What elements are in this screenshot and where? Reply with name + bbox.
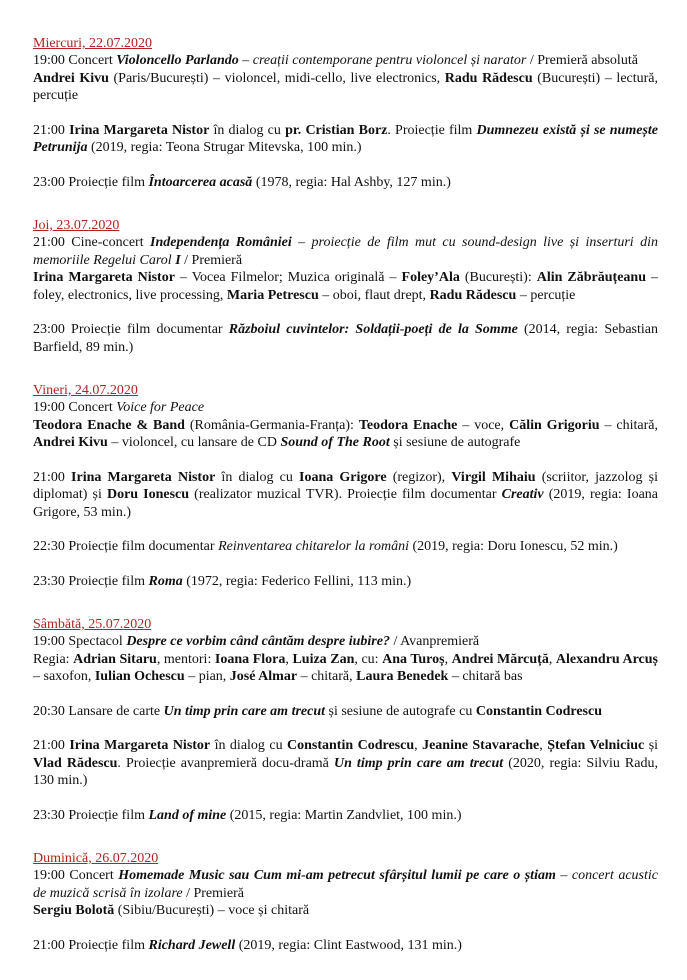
program-entry	[33, 399, 658, 452]
bold-text: Alin Zăbrăuțeanu	[536, 270, 646, 285]
plain-text: 23:00 Proiecție film	[33, 174, 149, 190]
plain-text: în dialog cu	[209, 122, 286, 138]
bold-text: Irina Margareta Nistor	[69, 122, 210, 138]
plain-text: (Sibiu/București) – voce și chitară	[114, 903, 310, 918]
title-text: I	[175, 252, 181, 268]
bold-text: Ana Turoș	[382, 651, 445, 667]
program-entry	[33, 737, 658, 790]
plain-text: , mentori:	[156, 651, 215, 667]
plain-text: 21:00	[33, 738, 70, 753]
italic-text: Reinventarea chitarelor la români	[218, 539, 409, 554]
bold-text: Virgil Mihaiu	[451, 469, 536, 485]
plain-text: – chitară,	[599, 417, 658, 433]
plain-text: și sesiune de autografe cu	[325, 703, 476, 719]
title-text: Creativ	[501, 487, 544, 502]
plain-text: (2020, regia: Silviu Radu, 130 min.)	[33, 755, 658, 788]
plain-text: ,	[548, 651, 556, 667]
program-entry	[33, 867, 658, 920]
plain-text: (România-Germania-Franța):	[184, 417, 359, 433]
bold-text: Ioana Flora	[214, 651, 286, 667]
plain-text: 19:00 Spectacol	[33, 634, 127, 649]
plain-text: – Vocea Filmelor; Muzica originală –	[174, 270, 402, 285]
title-text: Războiul cuvintelor: Soldații-poeți de la Somme	[228, 322, 518, 337]
plain-text: ,	[539, 738, 548, 753]
plain-text: – chitară,	[297, 669, 357, 684]
day-header-date: Joi, 23.07.2020	[33, 218, 120, 233]
plain-text: – oboi, flaut drept,	[318, 287, 430, 303]
plain-text: – violoncel, cu lansare de CD	[107, 435, 281, 450]
program-entry	[33, 538, 658, 556]
day-section	[33, 217, 658, 356]
program-entry	[33, 234, 658, 304]
bold-text: Andrei Mărcuță	[451, 651, 549, 667]
plain-text: / Premieră	[180, 252, 243, 268]
plain-text: ,	[285, 651, 293, 667]
plain-text: (realizator muzical TVR). Proiecție film documentar	[189, 487, 502, 502]
plain-text: 21:00	[33, 469, 72, 485]
day-header-date: Vineri, 24.07.2020	[33, 383, 138, 398]
bold-text: Radu Rădescu	[429, 287, 517, 303]
day-header-date: Miercuri, 22.07.2020	[33, 36, 152, 51]
title-text: Dumnezeu există și se numește Petrunija	[33, 122, 659, 155]
plain-text: – chitară bas	[448, 669, 523, 684]
day-section	[33, 35, 658, 191]
plain-text: 23:30 Proiecție film	[33, 807, 149, 823]
bold-text: Ștefan Velniciuc	[547, 738, 645, 753]
plain-text: (regizor),	[386, 469, 452, 485]
plain-text: 21:00 Proiecție film	[33, 937, 149, 953]
bold-text: Sergiu Bolotă	[33, 903, 115, 918]
program-entry	[33, 573, 658, 591]
plain-text: . Proiecție film	[387, 122, 477, 138]
plain-text: (scriitor, jazzolog și diplomat) și	[33, 469, 659, 502]
program-entry	[33, 321, 658, 356]
day-section	[33, 850, 658, 954]
title-text: Independența României	[150, 235, 292, 250]
plain-text: 21:00	[33, 122, 70, 138]
bold-text: Alexandru Arcuș	[555, 651, 659, 667]
plain-text: 23:30 Proiecție film	[33, 573, 149, 589]
plain-text: și	[644, 738, 659, 753]
program-entry	[33, 469, 658, 522]
title-text: Un timp prin care am trecut	[163, 703, 326, 719]
italic-text: Voice for Peace	[116, 400, 205, 415]
plain-text: – foley, electronics, live processing,	[33, 270, 659, 303]
italic-text: – concert acustic de muzică scrisă în izolare	[33, 868, 658, 901]
title-text: Land of mine	[148, 807, 227, 823]
bold-text: Iulian Ochescu	[94, 669, 185, 684]
program-entry	[33, 633, 658, 686]
bold-text: Andrei Kivu	[33, 435, 108, 450]
program-entry	[33, 937, 658, 955]
bold-text: Adrian Sitaru	[73, 651, 157, 667]
plain-text: (2014, regia: Sebastian Barfield, 89 min.)	[33, 322, 659, 355]
bold-text: Luiza Zan	[292, 651, 355, 667]
plain-text: Regia:	[33, 651, 74, 667]
bold-text: Radu Rădescu	[444, 70, 533, 86]
plain-text: (2019, regia: Clint Eastwood, 131 min.)	[235, 937, 462, 953]
bold-text: Irina Margareta Nistor	[33, 270, 175, 285]
bold-text: Teodora Enache & Band	[33, 417, 185, 433]
title-text: Violoncello Parlando	[116, 53, 239, 68]
bold-text: Irina Margareta Nistor	[71, 469, 216, 485]
plain-text: ,	[444, 651, 452, 667]
bold-text: José Almar	[229, 669, 298, 684]
program-entry	[33, 122, 658, 157]
title-text: Homemade Music sau Cum mi-am petrecut sfârșitul lumii pe care o știam	[118, 868, 556, 883]
plain-text: 23:00 Proiecție film documentar	[33, 322, 229, 337]
plain-text: 22:30 Proiecție film documentar	[33, 539, 219, 554]
title-text: Richard Jewell	[148, 937, 236, 953]
plain-text: – voce,	[457, 417, 510, 433]
plain-text: (2015, regia: Martin Zandvliet, 100 min.)	[226, 807, 462, 823]
day-header-date: Sâmbătă, 25.07.2020	[33, 617, 152, 632]
bold-text: pr. Cristian Borz	[285, 122, 388, 138]
title-text: Roma	[148, 573, 183, 589]
day-section	[33, 382, 658, 590]
plain-text: / Premieră	[182, 885, 245, 901]
program-entry	[33, 703, 658, 721]
bold-text: Doru Ionescu	[106, 487, 190, 502]
plain-text: 19:00 Concert	[33, 868, 119, 883]
bold-text: Andrei Kivu	[33, 70, 109, 86]
day-section	[33, 616, 658, 824]
bold-text: Ioana Grigore	[299, 469, 387, 485]
plain-text: / Premieră absolută	[526, 53, 638, 68]
plain-text: (București):	[459, 270, 537, 285]
bold-text: Constantin Codrescu	[287, 738, 415, 753]
italic-text: – proiecție de film mut cu sound-design live și inserturi din memoriile Regelui Carol	[33, 235, 658, 268]
program-entry	[33, 174, 658, 192]
day-header-date: Duminică, 26.07.2020	[33, 851, 159, 866]
plain-text: ,	[414, 738, 423, 753]
bold-text: Constantin Codrescu	[475, 703, 603, 719]
plain-text: – pian,	[184, 669, 230, 684]
title-text: Întoarcerea acasă	[148, 174, 253, 190]
plain-text: (2019, regia: Teona Strugar Mitevska, 100 min.)	[87, 140, 362, 155]
plain-text: (Paris/București) – violoncel, midi-cello, live electronics,	[108, 70, 445, 86]
plain-text: . Proiecție avanpremieră docu-dramă	[117, 755, 334, 771]
plain-text: 19:00 Concert	[33, 400, 117, 415]
plain-text: / Avanpremieră	[389, 634, 480, 649]
bold-text: Irina Margareta Nistor	[69, 738, 211, 753]
plain-text: , cu:	[354, 651, 383, 667]
plain-text: (1978, regia: Hal Ashby, 127 min.)	[252, 174, 451, 190]
program-entry	[33, 52, 658, 105]
plain-text: în dialog cu	[210, 738, 288, 753]
plain-text: – percuție	[516, 287, 576, 303]
program-entry	[33, 807, 658, 825]
bold-text: Foley’Ala	[401, 270, 460, 285]
plain-text: (1972, regia: Federico Fellini, 113 min.)	[182, 573, 412, 589]
plain-text: (București) – lectură, percuție	[33, 70, 659, 103]
plain-text: 20:30 Lansare de carte	[33, 703, 164, 719]
title-text: Un timp prin care am trecut	[333, 755, 504, 771]
plain-text: și sesiune de autografe	[389, 435, 521, 450]
title-text: Despre ce vorbim când cântăm despre iubire?	[126, 634, 390, 649]
plain-text: 21:00 Cine-concert	[33, 235, 150, 250]
italic-text: – creații contemporane pentru violoncel și narator	[238, 53, 527, 68]
plain-text: (2019, regia: Doru Ionescu, 52 min.)	[408, 539, 618, 554]
plain-text: 19:00 Concert	[33, 53, 117, 68]
plain-text: în dialog cu	[215, 469, 299, 485]
bold-text: Călin Grigoriu	[509, 417, 600, 433]
plain-text: (2019, regia: Ioana Grigore, 53 min.)	[33, 487, 659, 520]
title-text: Sound of The Root	[280, 435, 390, 450]
bold-text: Maria Petrescu	[226, 287, 319, 303]
plain-text: – saxofon,	[33, 669, 95, 684]
bold-text: Vlad Rădescu	[33, 755, 118, 771]
bold-text: Teodora Enache	[358, 417, 458, 433]
bold-text: Laura Benedek	[356, 669, 449, 684]
bold-text: Jeanine Stavarache	[422, 738, 540, 753]
schedule-document	[33, 35, 658, 980]
